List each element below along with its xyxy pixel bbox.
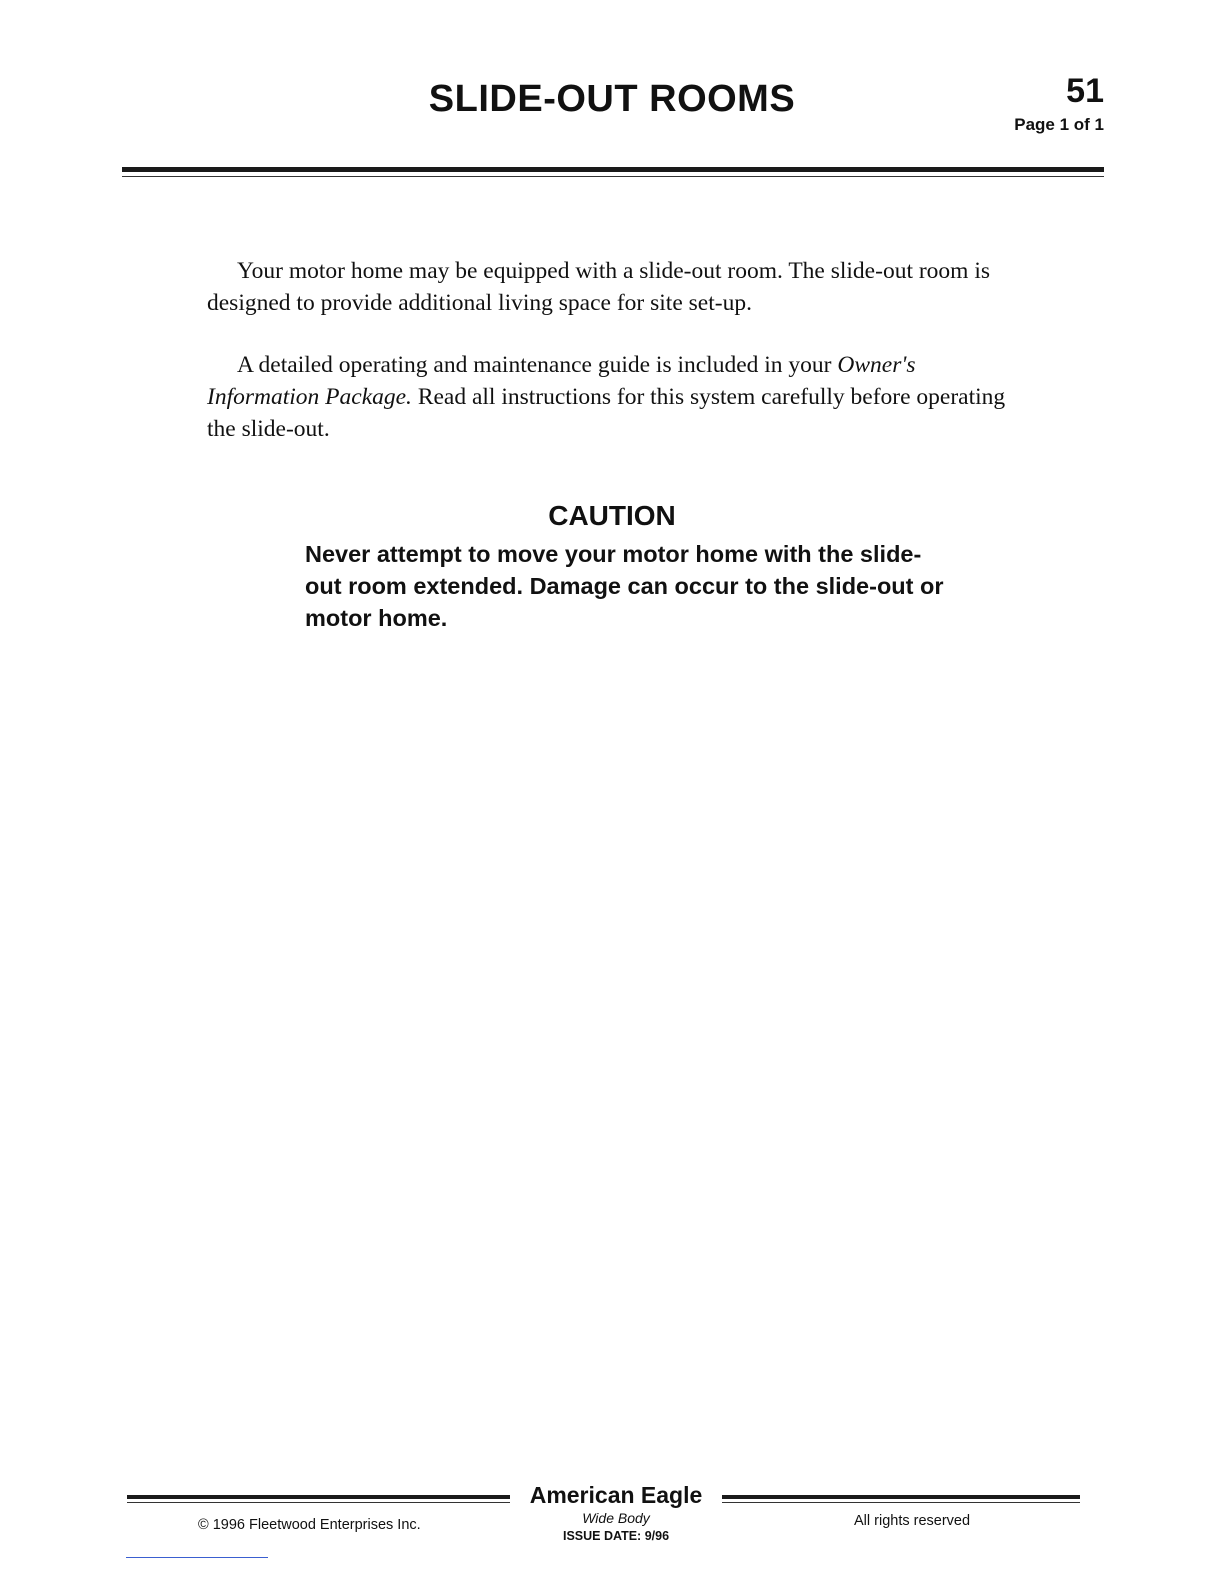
footer-copyright: © 1996 Fleetwood Enterprises Inc.: [198, 1517, 421, 1533]
page-indicator: Page 1 of 1: [1014, 115, 1104, 134]
footer-divider-left: [127, 1495, 510, 1504]
guide-paragraph-start: A detailed operating and maintenance guide is included in your: [237, 352, 838, 378]
section-number: 51: [1066, 72, 1104, 110]
guide-paragraph: [207, 349, 1027, 445]
guide-paragraph-end: Read all instructions for this system carefully before operating the slide-out.: [207, 384, 1006, 442]
footer-rights: All rights reserved: [854, 1513, 971, 1529]
footer-issue-date: ISSUE DATE: 9/96: [562, 1529, 670, 1543]
intro-paragraph: Your motor home may be equipped with a slide-out room. The slide-out room is designed to provide additional living space for site set-up.: [207, 258, 990, 316]
caution-heading: CAUTION: [548, 500, 676, 531]
footer-model: Wide Body: [582, 1510, 650, 1526]
owners-package-title: Owner's Information Package.: [207, 352, 916, 410]
footer-brand: American Eagle: [529, 1482, 703, 1508]
page-title: SLIDE-OUT ROOMS: [428, 78, 796, 120]
scan-mark-line: [126, 1557, 268, 1558]
header-divider-thin: [122, 176, 1104, 177]
footer-divider-right: [722, 1495, 1080, 1504]
header-divider-thick: [122, 167, 1104, 172]
caution-text: Never attempt to move your motor home with the slide-out room extended. Damage can occur to the slide-out or motor home.: [305, 541, 944, 631]
